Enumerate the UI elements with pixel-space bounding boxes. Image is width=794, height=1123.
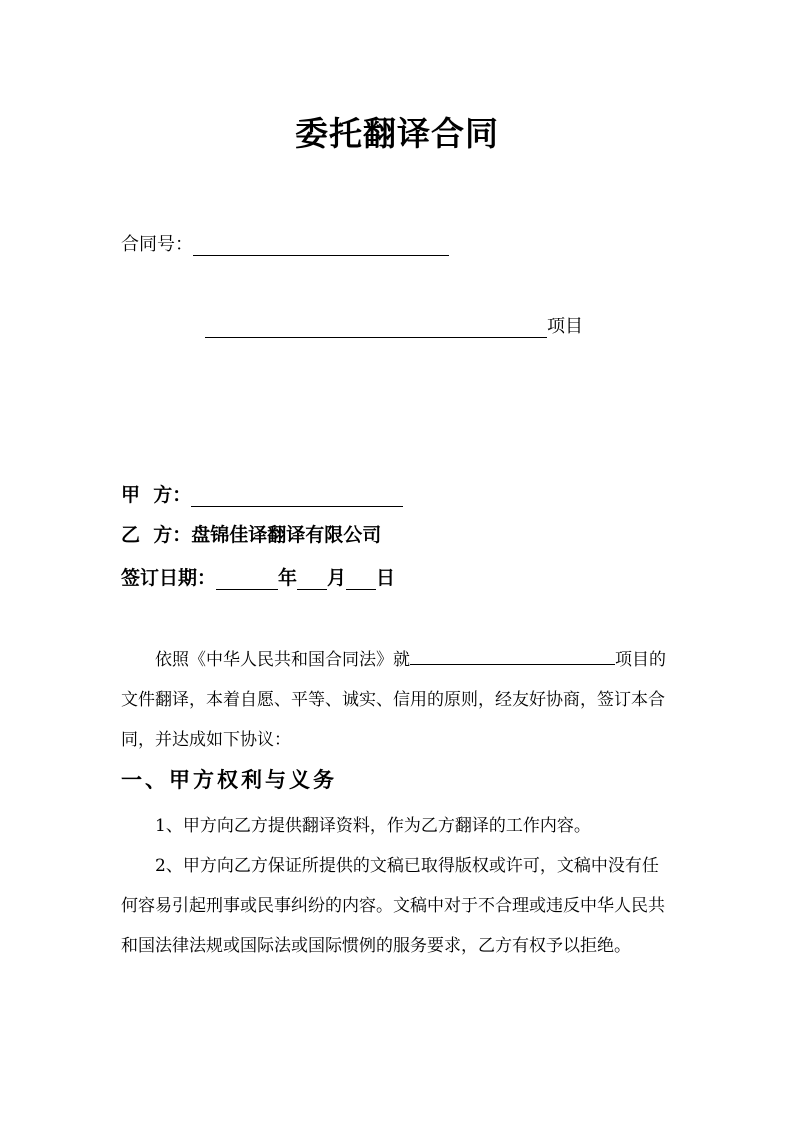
year-label: 年 xyxy=(278,567,298,589)
contract-number-blank[interactable] xyxy=(193,233,449,256)
document-title: 委托翻译合同 xyxy=(295,114,499,153)
party-a-blank[interactable] xyxy=(191,484,403,507)
month-blank[interactable] xyxy=(297,567,327,590)
project-line xyxy=(205,312,583,338)
party-a-line xyxy=(121,480,403,507)
party-b-line xyxy=(121,520,381,547)
year-blank[interactable] xyxy=(216,567,278,590)
project-name-blank[interactable] xyxy=(205,315,547,338)
clause-2: 2、甲方向乙方保证所提供的文稿已取得版权或许可，文稿中没有任何容易引起刑事或民事纠纷的内容。文稿中对于不合理或违反中华人民共和国法律法规或国际法或国际惯例的服务要求，乙方有权予以拒绝。 xyxy=(121,856,665,956)
contract-number-label: 合同号： xyxy=(121,234,193,255)
intro-paragraph xyxy=(121,640,675,760)
month-label: 月 xyxy=(327,567,347,589)
section1-heading: 一、甲方权利与义务 xyxy=(121,768,337,792)
party-b-value: 盘锦佳译翻译有限公司 xyxy=(191,524,382,546)
sign-date-line xyxy=(121,563,395,590)
intro-part1: 依照《中华人民共和国合同法》就 xyxy=(155,650,410,670)
intro-part2: 项目的文件翻译，本着自愿、平等、诚实、信用的原则，经友好协商，签订本合同，并达成如下协议： xyxy=(121,650,666,750)
contract-number-line xyxy=(121,230,449,256)
project-suffix: 项目 xyxy=(547,316,583,337)
day-blank[interactable] xyxy=(346,567,376,590)
clause-1: 1、甲方向乙方提供翻译资料，作为乙方翻译的工作内容。 xyxy=(155,816,591,836)
party-a-label: 甲 方： xyxy=(121,484,192,506)
sign-date-label: 签订日期： xyxy=(121,567,217,589)
day-label: 日 xyxy=(376,567,396,589)
intro-project-blank[interactable] xyxy=(410,644,615,665)
party-b-label: 乙 方： xyxy=(121,524,192,546)
